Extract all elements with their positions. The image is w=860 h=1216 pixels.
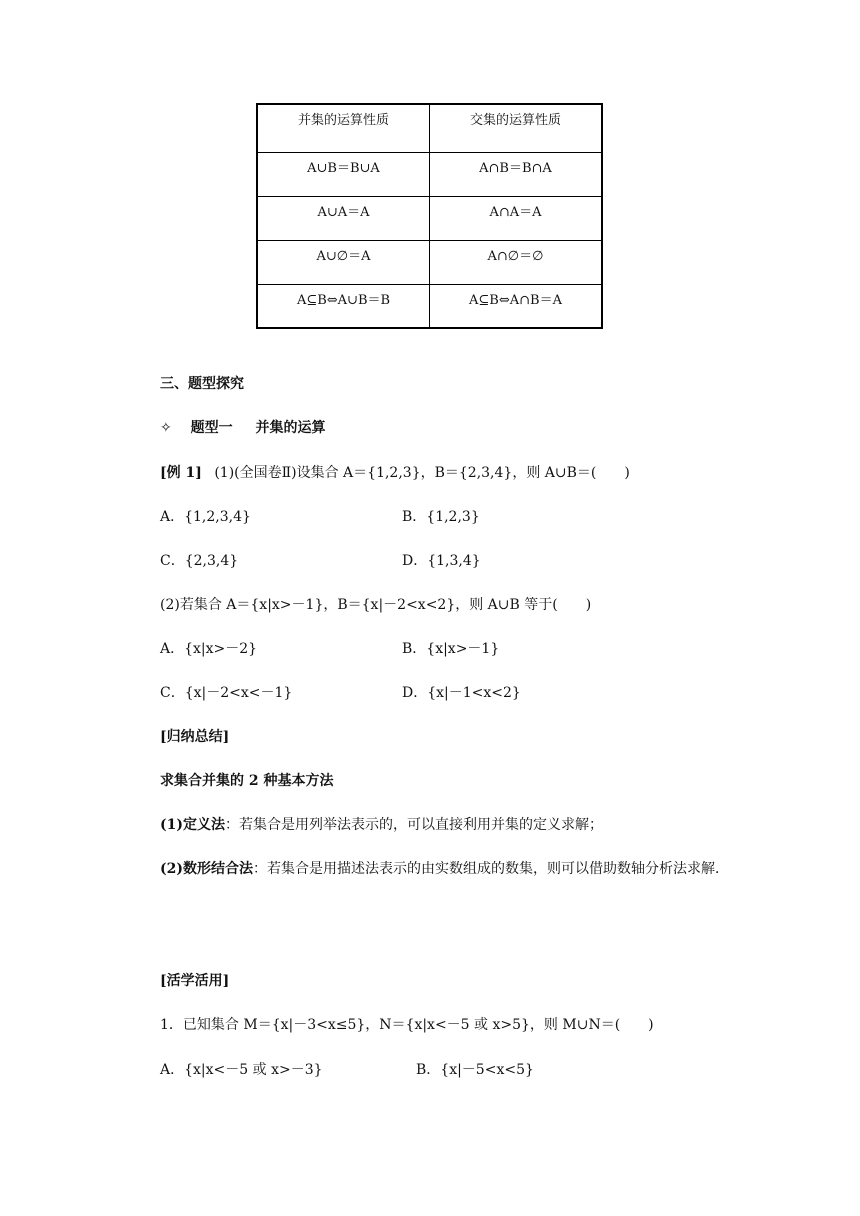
type-heading [160,417,325,437]
table-cell: A∪B＝B∪A [257,152,430,196]
method-label: (1)定义法 [160,817,225,833]
method-text: ：若集合是用列举法表示的，可以直接利用并集的定义求解； [225,817,603,833]
table-cell: A∪∅＝A [257,240,430,284]
table-cell: A∪A＝A [257,196,430,240]
option-a: A．{x|x>－2} [160,641,258,657]
diamond-icon: ✧ [160,420,172,436]
method-number-line [129,858,749,880]
table-cell: A∩A＝A [430,196,603,240]
summary-tag: [归纳总结] [160,729,230,745]
method-text: ：若集合是用描述法表示的由实数组成的数集，则可以借助数轴分析法求解． [253,861,729,877]
table-cell: A⊆B⇔A∪B＝B [257,284,430,328]
option-c: C．{x|－2<x<－1} [160,685,293,701]
example-q1-text: (1)(全国卷Ⅱ)设集合 A＝{1,2,3}，B＝{2,3,4}，则 A∪B＝( ) [214,465,630,481]
option-b: B．{1,2,3} [402,509,480,525]
table-cell: A∩B＝B∩A [430,152,603,196]
example-tag: [例 1] [160,465,202,481]
example1-question1 [160,462,630,482]
method-label: (2)数形结合法 [160,861,253,877]
section-title: 三、题型探究 [160,376,244,392]
option-b: B．{x|－5<x<5} [416,1062,534,1078]
example1-question2: (2)若集合 A＝{x|x>－1}，B＝{x|－2<x<2}，则 A∪B 等于( ) [160,597,592,613]
option-a: A．{x|x<－5 或 x>－3} [160,1062,323,1078]
option-a: A．{1,2,3,4} [160,509,251,525]
table-header-union: 并集的运算性质 [257,104,430,152]
summary-title: 求集合并集的 2 种基本方法 [160,773,334,789]
option-d: D．{1,3,4} [402,553,481,569]
table-cell: A∩∅＝∅ [430,240,603,284]
option-d: D．{x|－1<x<2} [402,685,521,701]
type-heading-title: 并集的运算 [255,420,326,436]
set-properties-table [256,103,603,329]
practice-question1: 1．已知集合 M＝{x|－3<x≤5}，N＝{x|x<－5 或 x>5}，则 M∪N＝( ) [160,1017,654,1033]
table-cell: A⊆B⇔A∩B＝A [430,284,603,328]
table-header-intersection: 交集的运算性质 [430,104,603,152]
option-b: B．{x|x>－1} [402,641,500,657]
type-heading-label: 题型一 [190,420,233,436]
practice-tag: [活学活用] [160,973,230,989]
method-definition [160,814,603,834]
option-c: C．{2,3,4} [160,553,239,569]
